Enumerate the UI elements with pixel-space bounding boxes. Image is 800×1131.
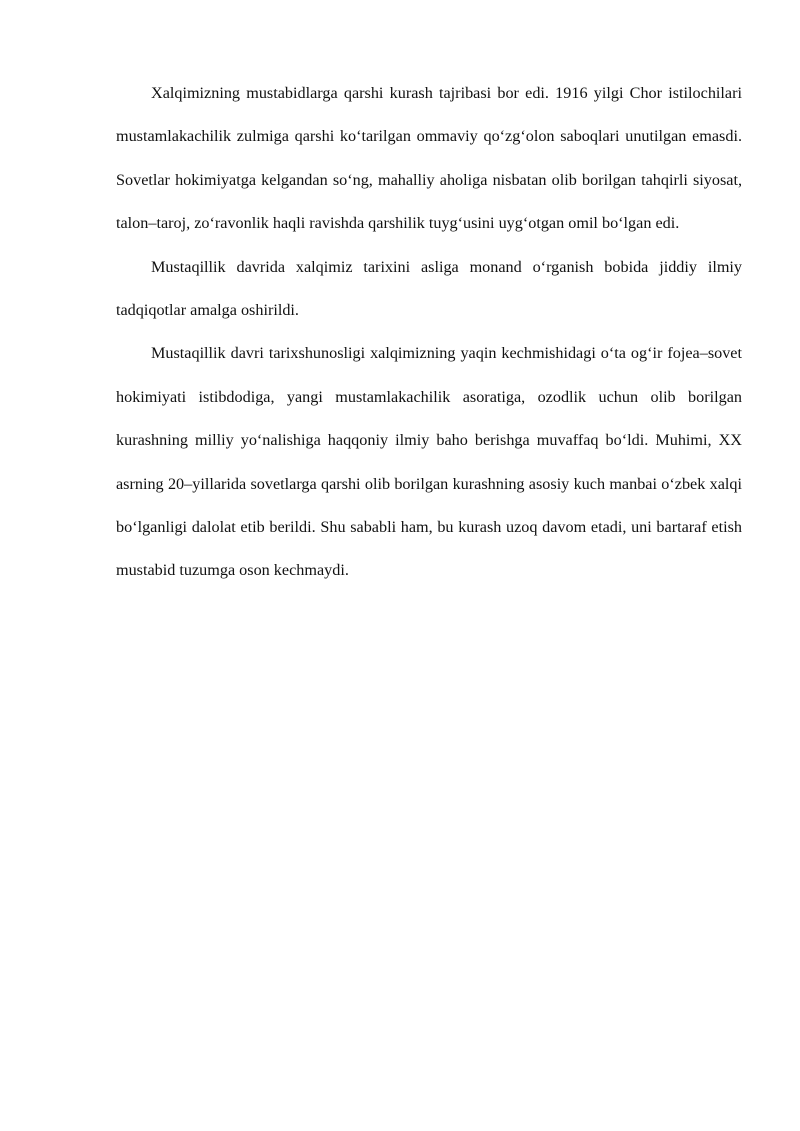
- document-body: [116, 72, 742, 593]
- paragraph-2: Mustaqillik davrida xalqimiz tarixini asliga monand oʻrganish bobida jiddiy ilmiy tadqiqotlar amalga oshirildi.: [116, 257, 742, 320]
- paragraph-3: Mustaqillik davri tarixshunosligi xalqimizning yaqin kechmishidagi oʻta ogʻir fojea–sovet hokimiyati istibdodiga, yangi mustamlakachilik asoratiga, ozodlik uchun olib borilgan kurashning milliy yoʻnalishiga haqqoniy ilmiy baho berishga muvaffaq boʻldi. Muhimi, XX asrning 20–yillarida sovetlarga qarshi olib borilgan kurashning asosiy kuch manbai oʻzbek xalqi boʻlganligi dalolat etib berildi. Shu sababli ham, bu kurash uzoq davom etadi, uni bartaraf etish mustabid tuzumga oson kechmaydi.: [116, 344, 742, 580]
- paragraph-1: Xalqimizning mustabidlarga qarshi kurash tajribasi bor edi. 1916 yilgi Chor istilochilari mustamlakachilik zulmiga qarshi koʻtarilgan ommaviy qoʻzgʻolon saboqlari unutilgan emasdi. Sovetlar hokimiyatga kelgandan soʻng, mahalliy aholiga nisbatan olib borilgan tahqirli siyosat, talon–taroj, zoʻravonlik haqli ravishda qarshilik tuygʻusini uygʻotgan omil boʻlgan edi.: [116, 84, 742, 233]
